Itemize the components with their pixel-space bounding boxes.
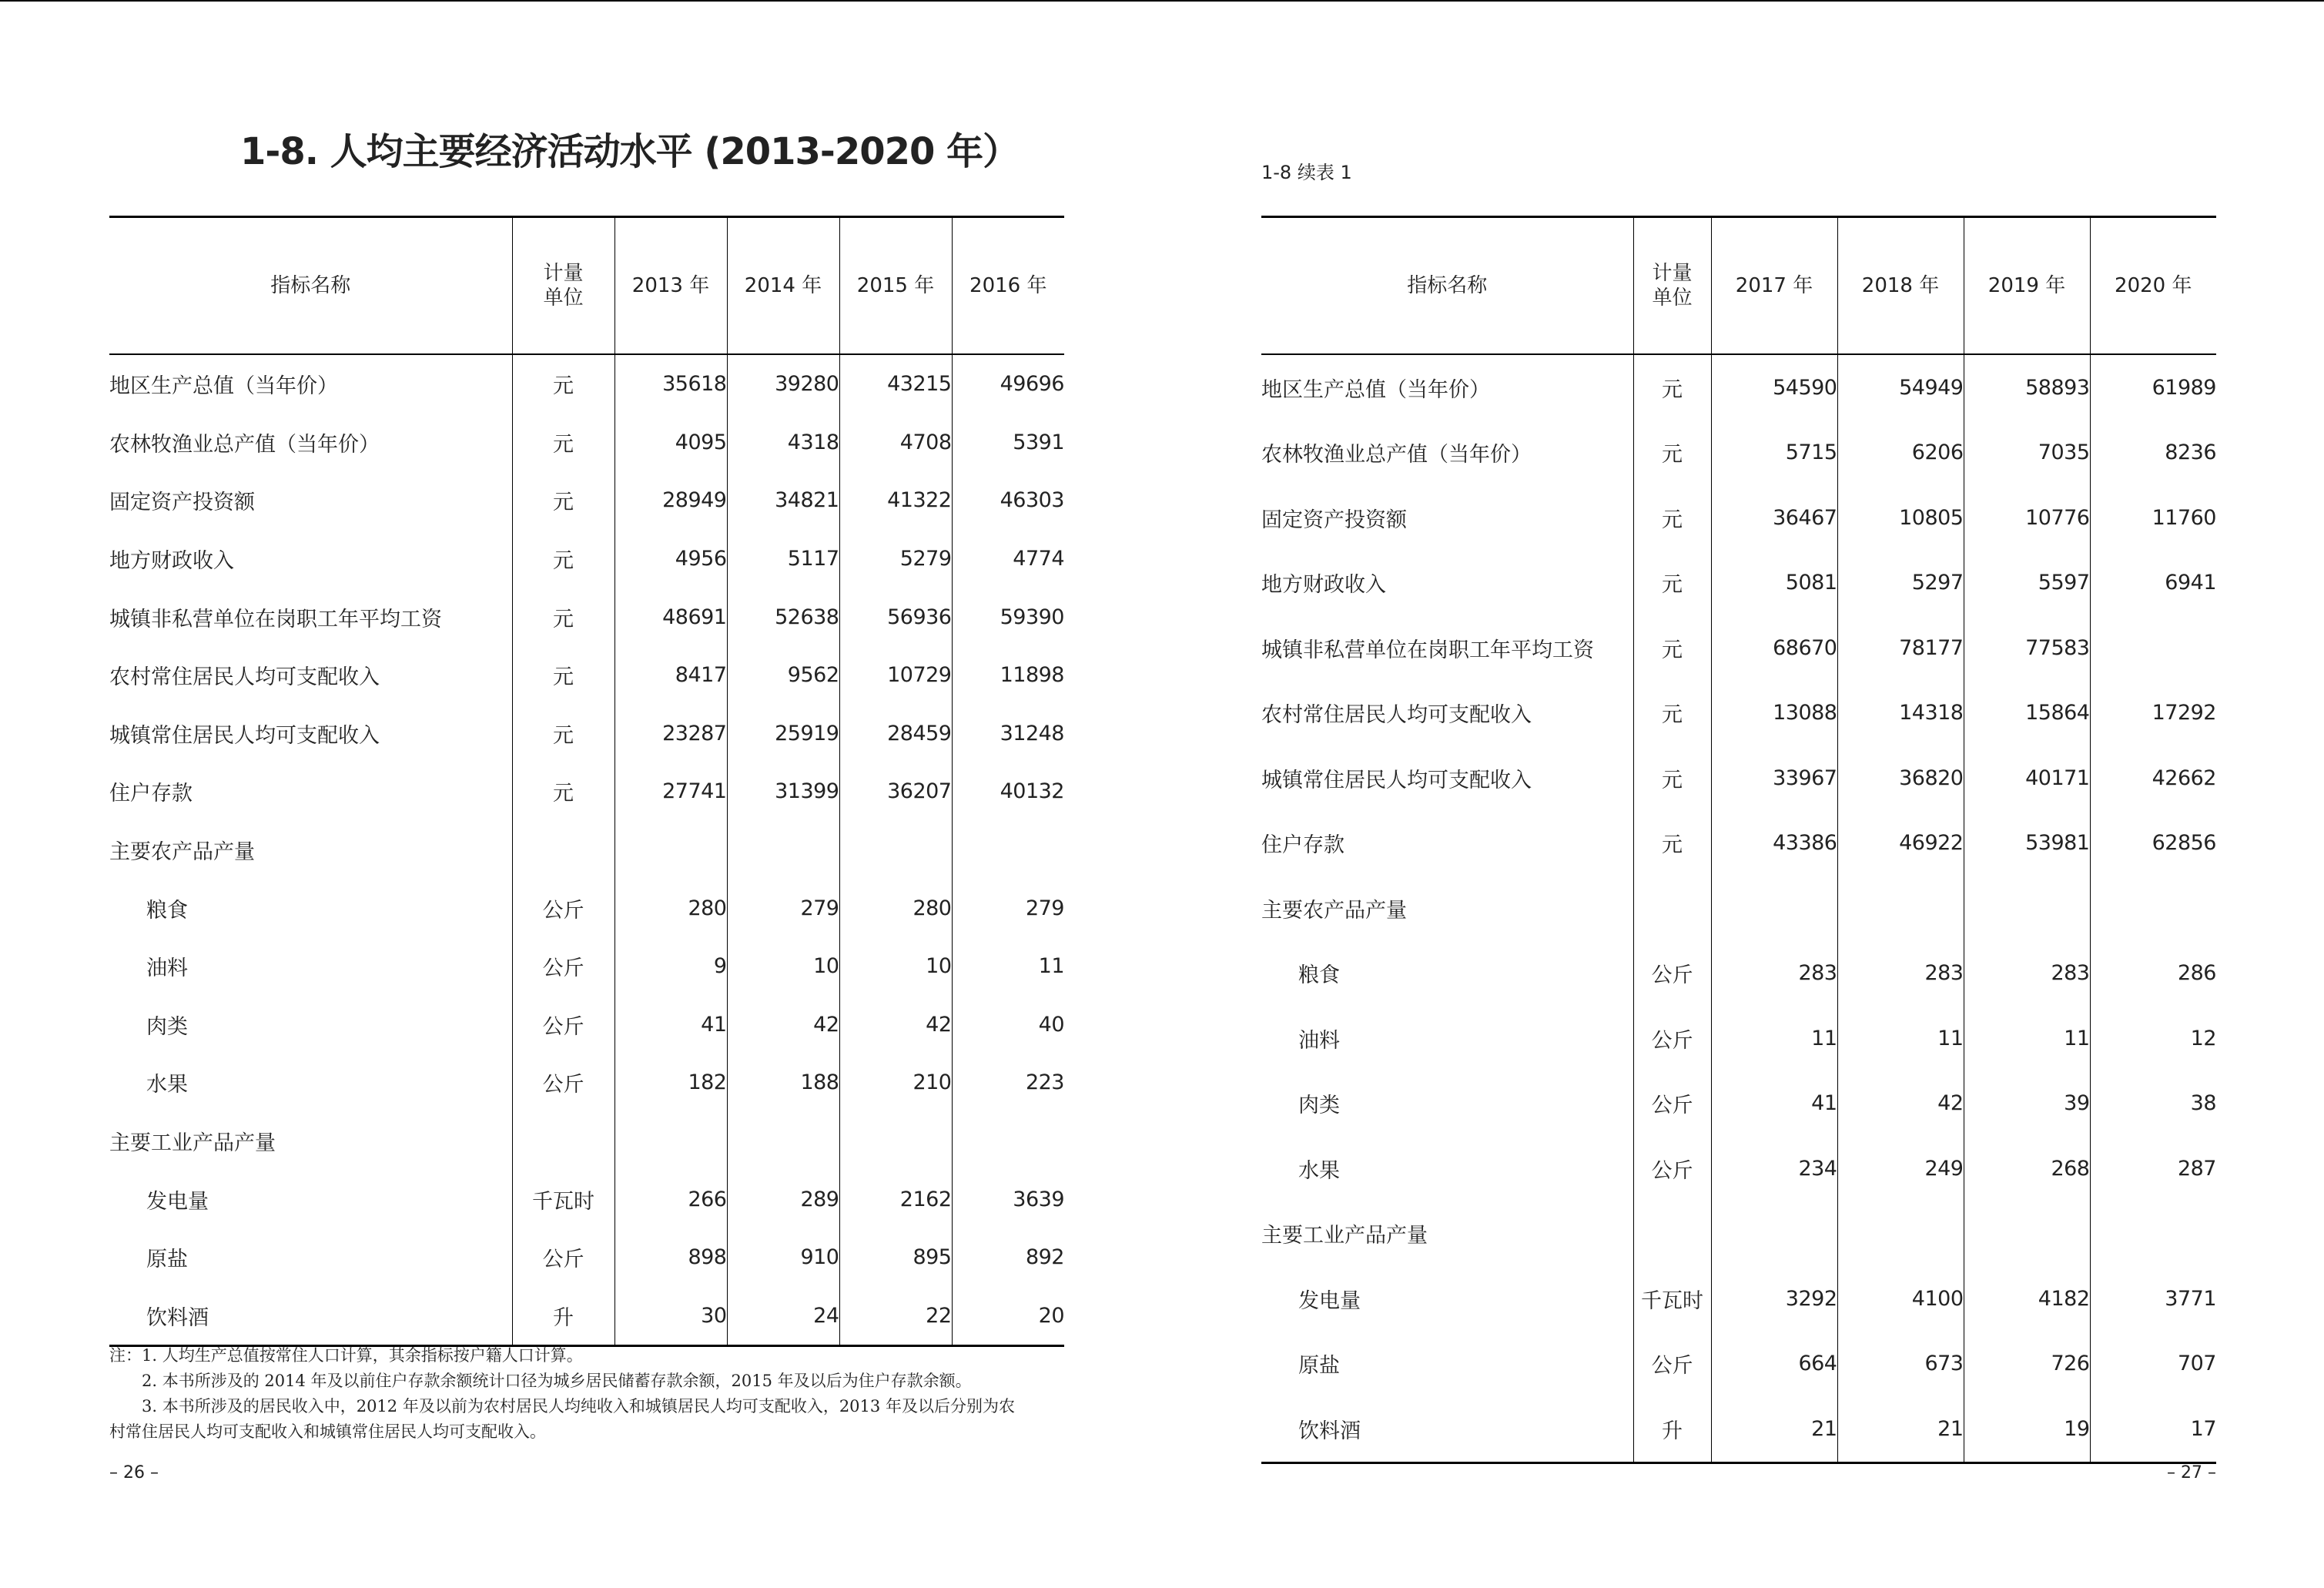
indicator-name-cell: 饮料酒 (146, 1305, 209, 1330)
value-cell: 280 (839, 879, 952, 937)
value-cell: 287 (2090, 1136, 2216, 1201)
unit-cell: 元 (1633, 420, 1711, 486)
indicator-name-cell: 地方财政收入 (1261, 573, 1386, 598)
left-page (109, 0, 1064, 1588)
value-cell: 5391 (952, 414, 1064, 472)
value-cell: 52638 (727, 588, 839, 646)
value-cell: 8417 (614, 646, 727, 705)
right-page (1261, 0, 2216, 1588)
value-cell: 40171 (1964, 745, 2090, 811)
footnote-3-cont: 村常住居民人均可支配收入和城镇常住居民人均可支配收入。 (109, 1422, 546, 1441)
value-cell: 59390 (952, 588, 1064, 646)
indicator-name-cell: 原盐 (1298, 1354, 1340, 1379)
table-row (109, 1112, 1064, 1171)
value-cell: 4956 (614, 530, 727, 588)
indicator-name-cell: 地方财政收入 (109, 549, 234, 574)
unit-cell: 元 (1633, 551, 1711, 616)
table-row (1261, 681, 2216, 746)
table-row (109, 414, 1064, 472)
unit-cell: 元 (512, 705, 614, 763)
value-cell: 4182 (1964, 1266, 2090, 1332)
table-row (109, 1054, 1064, 1112)
value-cell: 910 (727, 1228, 839, 1287)
value-cell: 673 (1837, 1332, 1964, 1397)
page-number: – 26 – (109, 1463, 159, 1482)
unit-cell: 元 (1633, 485, 1711, 551)
header-year: 2018 年 (1837, 217, 1964, 355)
value-cell: 36207 (839, 762, 952, 821)
value-cell: 40 (952, 996, 1064, 1054)
value-cell: 5297 (1837, 551, 1964, 616)
value-cell: 30 (614, 1287, 727, 1346)
indicator-name-cell: 住户存款 (109, 782, 193, 806)
indicator-name-cell: 农林牧渔业总产值（当年价） (1261, 443, 1532, 467)
value-cell: 289 (727, 1170, 839, 1228)
table-row (109, 1228, 1064, 1287)
indicator-name-cell: 主要农产品产量 (109, 840, 255, 865)
value-cell: 279 (727, 879, 839, 937)
page-number: – 27 – (2167, 1463, 2216, 1482)
value-cell: 4708 (839, 414, 952, 472)
value-cell: 42 (1837, 1071, 1964, 1137)
unit-cell: 元 (512, 471, 614, 530)
value-cell: 5597 (1964, 551, 2090, 616)
unit-cell (512, 1112, 614, 1171)
value-cell: 2162 (839, 1170, 952, 1228)
table-row (109, 530, 1064, 588)
table-row (1261, 485, 2216, 551)
value-cell: 234 (1711, 1136, 1837, 1201)
unit-cell: 公斤 (1633, 1332, 1711, 1397)
value-cell: 5081 (1711, 551, 1837, 616)
value-cell (2090, 876, 2216, 941)
unit-cell: 千瓦时 (1633, 1266, 1711, 1332)
table-row (1261, 551, 2216, 616)
table-header-row (1261, 217, 2216, 355)
value-cell (952, 821, 1064, 879)
value-cell: 42662 (2090, 745, 2216, 811)
value-cell: 28949 (614, 471, 727, 530)
value-cell: 34821 (727, 471, 839, 530)
value-cell: 42 (727, 996, 839, 1054)
indicator-name-cell: 主要工业产品产量 (109, 1131, 276, 1156)
indicator-name-cell: 主要农产品产量 (1261, 898, 1407, 923)
value-cell: 892 (952, 1228, 1064, 1287)
value-cell: 19 (1964, 1396, 2090, 1462)
table-header-row (109, 217, 1064, 355)
unit-cell: 元 (512, 530, 614, 588)
table-row (1261, 1332, 2216, 1397)
table-row (1261, 1136, 2216, 1201)
value-cell (1711, 1201, 1837, 1267)
table-row (109, 762, 1064, 821)
header-unit-line2: 单位 (543, 286, 584, 310)
unit-cell: 公斤 (1633, 1006, 1711, 1071)
value-cell: 188 (727, 1054, 839, 1112)
table-row (109, 646, 1064, 705)
indicator-name-cell: 发电量 (1298, 1288, 1361, 1313)
value-cell: 11 (1837, 1006, 1964, 1071)
table-row (109, 471, 1064, 530)
value-cell: 38 (2090, 1071, 2216, 1137)
table-body (1261, 354, 2216, 1462)
value-cell: 266 (614, 1170, 727, 1228)
value-cell: 41322 (839, 471, 952, 530)
value-cell: 46922 (1837, 811, 1964, 876)
value-cell (2090, 615, 2216, 681)
indicator-name-cell: 肉类 (1298, 1094, 1340, 1118)
value-cell: 11898 (952, 646, 1064, 705)
value-cell: 23287 (614, 705, 727, 763)
value-cell (952, 1112, 1064, 1171)
unit-cell: 升 (1633, 1396, 1711, 1462)
economic-table-2013-2016 (109, 216, 1064, 1347)
indicator-name-cell: 油料 (1298, 1028, 1340, 1053)
value-cell: 3771 (2090, 1266, 2216, 1332)
value-cell: 33967 (1711, 745, 1837, 811)
table-row (109, 1287, 1064, 1346)
header-year: 2015 年 (839, 217, 952, 355)
value-cell: 10805 (1837, 485, 1964, 551)
value-cell: 36820 (1837, 745, 1964, 811)
table-row (109, 705, 1064, 763)
unit-cell (1633, 1201, 1711, 1267)
indicator-name-cell: 城镇常住居民人均可支配收入 (1261, 768, 1532, 792)
value-cell (727, 1112, 839, 1171)
value-cell: 53981 (1964, 811, 2090, 876)
value-cell: 48691 (614, 588, 727, 646)
value-cell: 31399 (727, 762, 839, 821)
value-cell (1837, 876, 1964, 941)
value-cell: 223 (952, 1054, 1064, 1112)
value-cell (1711, 876, 1837, 941)
value-cell: 268 (1964, 1136, 2090, 1201)
value-cell: 21 (1711, 1396, 1837, 1462)
table-row (109, 937, 1064, 996)
value-cell: 54590 (1711, 354, 1837, 420)
value-cell: 10 (839, 937, 952, 996)
unit-cell: 升 (512, 1287, 614, 1346)
footnote-2: 2. 本书所涉及的 2014 年及以前住户存款余额统计口径为城乡居民储蓄存款余额，2015 年及以后为住户存款余额。 (142, 1372, 972, 1390)
indicator-name-cell: 主要工业产品产量 (1261, 1224, 1428, 1248)
value-cell: 17 (2090, 1396, 2216, 1462)
value-cell: 11 (1711, 1006, 1837, 1071)
value-cell: 10729 (839, 646, 952, 705)
value-cell: 11760 (2090, 485, 2216, 551)
indicator-name-cell: 地区生产总值（当年价） (109, 374, 338, 399)
value-cell: 726 (1964, 1332, 2090, 1397)
unit-cell: 公斤 (512, 1228, 614, 1287)
value-cell (1837, 1201, 1964, 1267)
value-cell: 17292 (2090, 681, 2216, 746)
table-row (1261, 1071, 2216, 1137)
value-cell: 28459 (839, 705, 952, 763)
value-cell: 61989 (2090, 354, 2216, 420)
header-unit-line1: 计量 (1652, 262, 1693, 285)
indicator-name-cell: 水果 (1298, 1158, 1340, 1183)
unit-cell: 公斤 (512, 879, 614, 937)
value-cell: 11 (952, 937, 1064, 996)
value-cell: 279 (952, 879, 1064, 937)
unit-cell: 元 (1633, 354, 1711, 420)
unit-cell: 公斤 (1633, 941, 1711, 1007)
value-cell: 898 (614, 1228, 727, 1287)
table-row (109, 588, 1064, 646)
header-year: 2020 年 (2090, 217, 2216, 355)
table-row (1261, 811, 2216, 876)
indicator-name-cell: 发电量 (146, 1189, 209, 1214)
footnotes (109, 1343, 1064, 1445)
value-cell: 14318 (1837, 681, 1964, 746)
table-row (1261, 354, 2216, 420)
indicator-name-cell: 油料 (146, 956, 188, 981)
value-cell: 20 (952, 1287, 1064, 1346)
value-cell: 5715 (1711, 420, 1837, 486)
unit-cell: 公斤 (1633, 1136, 1711, 1201)
unit-cell: 元 (1633, 681, 1711, 746)
value-cell: 25919 (727, 705, 839, 763)
unit-cell: 元 (512, 354, 614, 414)
value-cell: 4774 (952, 530, 1064, 588)
value-cell: 39 (1964, 1071, 2090, 1137)
unit-cell: 元 (1633, 745, 1711, 811)
value-cell: 43386 (1711, 811, 1837, 876)
value-cell: 13088 (1711, 681, 1837, 746)
unit-cell: 元 (512, 646, 614, 705)
table-row (109, 996, 1064, 1054)
header-year: 2016 年 (952, 217, 1064, 355)
header-unit (1633, 217, 1711, 355)
table-row (109, 821, 1064, 879)
value-cell: 27741 (614, 762, 727, 821)
value-cell: 7035 (1964, 420, 2090, 486)
value-cell: 9 (614, 937, 727, 996)
value-cell: 283 (1837, 941, 1964, 1007)
continuation-label: 1-8 续表 1 (1261, 162, 1352, 183)
header-year: 2013 年 (614, 217, 727, 355)
value-cell: 5117 (727, 530, 839, 588)
unit-cell (1633, 876, 1711, 941)
indicator-name-cell: 肉类 (146, 1014, 188, 1039)
value-cell (839, 821, 952, 879)
value-cell: 210 (839, 1054, 952, 1112)
value-cell: 280 (614, 879, 727, 937)
value-cell: 10776 (1964, 485, 2090, 551)
value-cell: 42 (839, 996, 952, 1054)
table-row (1261, 615, 2216, 681)
table-row (1261, 1396, 2216, 1462)
header-indicator-name: 指标名称 (109, 217, 512, 355)
table-row (1261, 1006, 2216, 1071)
table-row (1261, 1266, 2216, 1332)
value-cell: 36467 (1711, 485, 1837, 551)
value-cell: 283 (1964, 941, 2090, 1007)
value-cell: 68670 (1711, 615, 1837, 681)
value-cell (614, 1112, 727, 1171)
header-unit-line2: 单位 (1652, 286, 1693, 310)
value-cell: 664 (1711, 1332, 1837, 1397)
table-row (1261, 1201, 2216, 1267)
value-cell: 6206 (1837, 420, 1964, 486)
indicator-name-cell: 固定资产投资额 (1261, 508, 1407, 532)
header-year: 2017 年 (1711, 217, 1837, 355)
indicator-name-cell: 地区生产总值（当年价） (1261, 377, 1490, 402)
value-cell: 35618 (614, 354, 727, 414)
value-cell: 286 (2090, 941, 2216, 1007)
value-cell: 182 (614, 1054, 727, 1112)
table-row (1261, 745, 2216, 811)
value-cell: 3639 (952, 1170, 1064, 1228)
indicator-name-cell: 水果 (146, 1073, 188, 1097)
value-cell: 5279 (839, 530, 952, 588)
value-cell: 49696 (952, 354, 1064, 414)
value-cell: 41 (1711, 1071, 1837, 1137)
value-cell: 46303 (952, 471, 1064, 530)
value-cell (2090, 1201, 2216, 1267)
value-cell: 58893 (1964, 354, 2090, 420)
header-year: 2019 年 (1964, 217, 2090, 355)
value-cell: 4095 (614, 414, 727, 472)
indicator-name-cell: 粮食 (1298, 963, 1340, 988)
value-cell (1964, 1201, 2090, 1267)
page-title: 1-8. 人均主要经济活动水平 (2013-2020 年） (240, 130, 1020, 173)
value-cell: 6941 (2090, 551, 2216, 616)
table-row (109, 354, 1064, 414)
value-cell: 43215 (839, 354, 952, 414)
value-cell: 11 (1964, 1006, 2090, 1071)
unit-cell: 公斤 (512, 937, 614, 996)
header-year: 2014 年 (727, 217, 839, 355)
value-cell: 54949 (1837, 354, 1964, 420)
value-cell: 249 (1837, 1136, 1964, 1201)
value-cell: 40132 (952, 762, 1064, 821)
value-cell (614, 821, 727, 879)
table-row (109, 1170, 1064, 1228)
value-cell: 283 (1711, 941, 1837, 1007)
unit-cell: 公斤 (1633, 1071, 1711, 1137)
value-cell: 12 (2090, 1006, 2216, 1071)
value-cell: 78177 (1837, 615, 1964, 681)
value-cell (1964, 876, 2090, 941)
indicator-name-cell: 城镇非私营单位在岗职工年平均工资 (109, 607, 442, 632)
economic-table-2017-2020 (1261, 216, 2216, 1464)
unit-cell: 元 (512, 762, 614, 821)
header-unit-line1: 计量 (543, 262, 584, 285)
unit-cell: 元 (512, 414, 614, 472)
header-indicator-name: 指标名称 (1261, 217, 1633, 355)
unit-cell: 元 (1633, 811, 1711, 876)
header-unit (512, 217, 614, 355)
indicator-name-cell: 原盐 (146, 1248, 188, 1272)
unit-cell: 公斤 (512, 1054, 614, 1112)
indicator-name-cell: 城镇常住居民人均可支配收入 (109, 723, 380, 748)
footnote-1: 注：1. 人均生产总值按常住人口计算，其余指标按户籍人口计算。 (109, 1346, 583, 1365)
indicator-name-cell: 城镇非私营单位在岗职工年平均工资 (1261, 638, 1594, 662)
indicator-name-cell: 农林牧渔业总产值（当年价） (109, 432, 380, 457)
table-row (1261, 420, 2216, 486)
value-cell (727, 821, 839, 879)
table-row (1261, 941, 2216, 1007)
indicator-name-cell: 固定资产投资额 (109, 491, 255, 515)
value-cell: 21 (1837, 1396, 1964, 1462)
value-cell: 4318 (727, 414, 839, 472)
table-body (109, 354, 1064, 1346)
value-cell (839, 1112, 952, 1171)
indicator-name-cell: 粮食 (146, 898, 188, 923)
table-row (109, 879, 1064, 937)
value-cell: 39280 (727, 354, 839, 414)
indicator-name-cell: 住户存款 (1261, 833, 1345, 858)
table-row (1261, 876, 2216, 941)
value-cell: 77583 (1964, 615, 2090, 681)
value-cell: 24 (727, 1287, 839, 1346)
footnote-3: 3. 本书所涉及的居民收入中，2012 年及以前为农村居民人均纯收入和城镇居民人均可支配收入，2013 年及以后分别为农 (142, 1397, 1015, 1415)
value-cell: 62856 (2090, 811, 2216, 876)
indicator-name-cell: 农村常住居民人均可支配收入 (1261, 703, 1532, 728)
value-cell: 3292 (1711, 1266, 1837, 1332)
value-cell: 4100 (1837, 1266, 1964, 1332)
unit-cell: 元 (1633, 615, 1711, 681)
value-cell: 15864 (1964, 681, 2090, 746)
value-cell: 56936 (839, 588, 952, 646)
value-cell: 22 (839, 1287, 952, 1346)
value-cell: 895 (839, 1228, 952, 1287)
unit-cell: 公斤 (512, 996, 614, 1054)
unit-cell: 千瓦时 (512, 1170, 614, 1228)
value-cell: 31248 (952, 705, 1064, 763)
unit-cell (512, 821, 614, 879)
value-cell: 41 (614, 996, 727, 1054)
unit-cell: 元 (512, 588, 614, 646)
value-cell: 707 (2090, 1332, 2216, 1397)
indicator-name-cell: 饮料酒 (1298, 1419, 1361, 1443)
value-cell: 8236 (2090, 420, 2216, 486)
indicator-name-cell: 农村常住居民人均可支配收入 (109, 665, 380, 690)
value-cell: 10 (727, 937, 839, 996)
value-cell: 9562 (727, 646, 839, 705)
